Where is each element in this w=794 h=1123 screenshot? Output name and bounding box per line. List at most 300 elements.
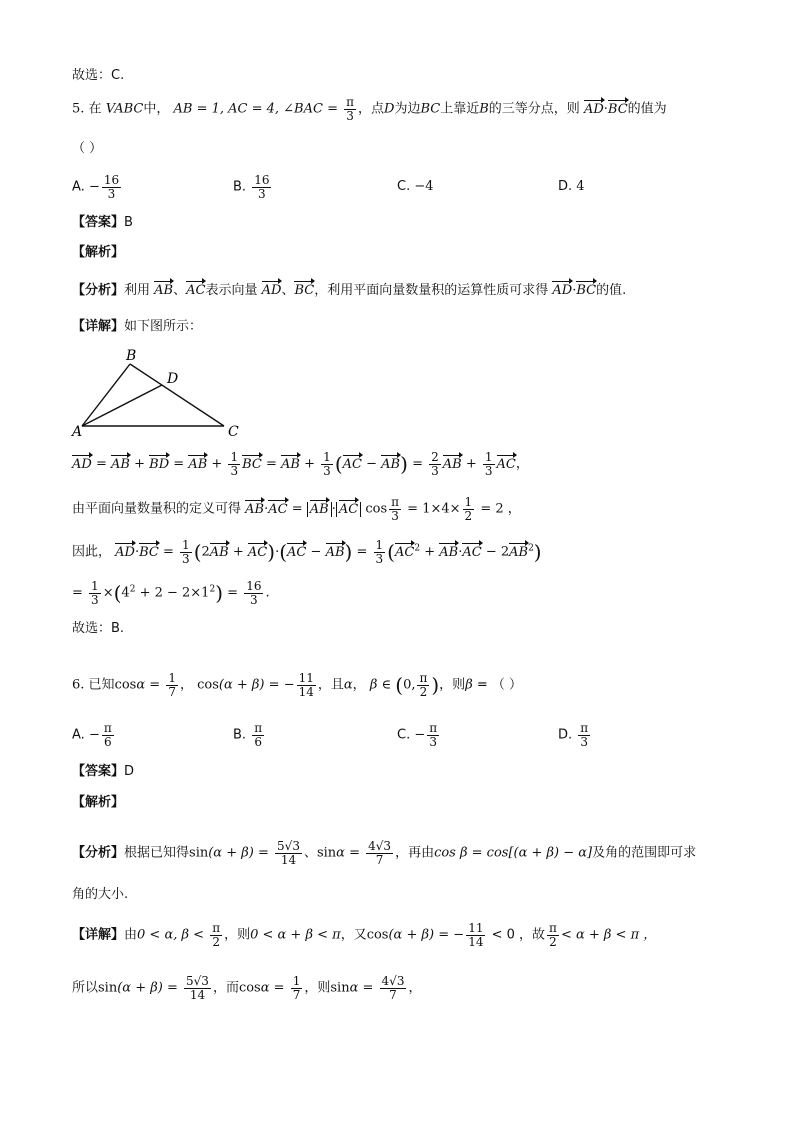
option-fraction (578, 722, 590, 748)
q5-point-b: B (479, 101, 489, 117)
frac-den: 3 (182, 551, 190, 566)
frac-den: 14 (280, 852, 297, 867)
frac-den: 2 (549, 934, 557, 949)
vector-ab: AB (381, 456, 401, 472)
sum-angle: (α + β) (208, 845, 254, 861)
analysis-sep: 、 (281, 283, 295, 298)
dot-operator: · (264, 501, 269, 517)
magnitude-ac (336, 502, 361, 517)
q5-pi-over-3 (344, 96, 356, 122)
vector-ab: AB (281, 456, 300, 472)
frac-den: 3 (391, 508, 399, 523)
fraction-16-3 (244, 580, 263, 606)
plus: + (424, 544, 436, 560)
frac-den: 3 (91, 592, 99, 607)
label-d: D (167, 371, 179, 387)
vector-ac: AC (342, 456, 362, 472)
q6-option-d (558, 722, 592, 748)
frac-num: 16 (246, 579, 262, 593)
analysis-text3: 及角的范围即可求 (592, 845, 697, 861)
analysis-text1: 利用 (124, 283, 151, 298)
analysis-text3: ，利用平面向量数量积的运算性质可求得 (314, 283, 549, 298)
equation-3 (72, 539, 542, 565)
q6-ask: = （ ） (476, 677, 523, 693)
q5-mid: 中， (143, 101, 170, 117)
frac-num: 4√3 (381, 974, 405, 988)
equals: = (257, 845, 269, 861)
fraction-one-third (89, 580, 101, 606)
equals: = (166, 980, 178, 996)
analysis-text1: 根据已知得 (124, 845, 190, 861)
vector-bc: BC (242, 456, 262, 472)
left-paren: ( (113, 581, 122, 606)
answer-tag: 【答案】 (72, 215, 125, 230)
analysis-tag: 【分析】 (72, 845, 125, 861)
plus: + (134, 456, 145, 472)
frac-num: π (549, 921, 557, 935)
fraction-4sqrt3-7 (380, 975, 407, 1001)
frac-den: 3 (230, 463, 239, 478)
fraction-one-third (228, 451, 240, 477)
edge-ab (82, 364, 130, 426)
q5-detail (72, 320, 202, 333)
frac-den: 6 (254, 734, 262, 749)
square: 2 (414, 543, 421, 554)
frac-num: 1 (484, 450, 493, 464)
sum-angle: (α + β) (388, 927, 435, 943)
d1-d: 0 < α + β < π (250, 927, 341, 943)
option-fraction (102, 722, 114, 748)
equals: = (362, 980, 374, 996)
vector-ac: AC (496, 456, 516, 472)
fraction-pi-half (417, 672, 429, 698)
left-paren: ( (193, 540, 202, 565)
cos-func: cos (238, 980, 261, 996)
fraction-half (463, 496, 475, 522)
equals: = (412, 456, 423, 472)
q6-option-a (72, 722, 116, 748)
frac-den: 3 (429, 734, 438, 749)
left-paren: ( (279, 540, 288, 565)
eq2-mult: = 1×4× (407, 501, 461, 517)
frac-den: 3 (107, 186, 116, 201)
vector-ad: AD (261, 283, 282, 298)
equals: = (173, 456, 185, 472)
frac-num: 16 (103, 173, 120, 187)
right-paren: ) (431, 673, 440, 698)
frac-num: π (429, 721, 438, 735)
vector-ab: AB (509, 544, 529, 560)
q6-answer (72, 765, 134, 778)
option-value: −4 (414, 179, 434, 194)
right-paren: ) (344, 540, 353, 565)
vector-ad: AD (72, 456, 92, 472)
q5-analysis (72, 284, 626, 297)
q6-options (72, 722, 722, 758)
q6-detail-1 (72, 922, 656, 948)
equals: = (227, 585, 239, 601)
frac-num: π (212, 921, 221, 935)
frac-den: 7 (389, 987, 397, 1002)
alpha: α (336, 845, 345, 861)
equals: = (273, 980, 285, 996)
dot-operator: · (275, 544, 280, 560)
minus-two: − 2 (485, 544, 510, 560)
frac-num: 11 (298, 671, 314, 685)
option-minus: − (414, 727, 426, 743)
option-minus: − (88, 727, 100, 743)
option-label: A. (72, 179, 85, 195)
vector-ab: AB (442, 456, 462, 472)
vector-bc: BC (607, 101, 628, 117)
dot-operator: · (458, 544, 463, 560)
frac-num: 11 (468, 921, 484, 935)
fraction-5sqrt3-14 (184, 975, 211, 1001)
analysis-tag: 【分析】 (72, 283, 125, 298)
q5-triangle: VABC (105, 101, 144, 117)
square: 2 (528, 543, 534, 554)
vector-bc: BC (139, 544, 159, 560)
vector-ad: AD (583, 101, 604, 117)
option-label: B. (233, 727, 247, 743)
beta: β (369, 677, 378, 693)
beta: β (465, 677, 473, 693)
q5-result: 故选：B. (72, 621, 125, 636)
d1-f: < 0 ，故 (491, 927, 546, 943)
q5-option-b (233, 174, 273, 200)
fraction-pi-half (210, 922, 222, 948)
frac-num: π (580, 721, 589, 735)
frac-num: π (254, 721, 263, 735)
frac-num: 16 (254, 173, 270, 187)
equals: = (356, 544, 368, 560)
fraction-4sqrt3-7 (366, 840, 393, 866)
vector-ac: AC (287, 544, 307, 560)
option-fraction (252, 722, 264, 748)
minus: − (310, 544, 322, 560)
q6-stem (72, 672, 522, 698)
frac-den: 3 (375, 551, 384, 566)
equals: = (268, 677, 280, 693)
analysis-text4: 的值. (596, 283, 627, 298)
segment-ad (82, 385, 162, 426)
vector-bc: BC (576, 283, 597, 298)
alpha: α (136, 677, 146, 693)
square: 2 (209, 584, 216, 595)
square: 2 (129, 584, 136, 595)
d2-a: 所以 (72, 980, 99, 996)
interval-zero: 0, (403, 677, 416, 693)
q5-option-c (397, 180, 434, 193)
option-fraction (252, 174, 271, 200)
d2-c: ，则 (304, 980, 331, 996)
q5-jiexi: 【解析】 (72, 245, 125, 260)
minus: − (366, 456, 378, 472)
q5-text5: 的三等分点，则 (488, 101, 580, 117)
frac-num: 5√3 (186, 974, 209, 988)
frac-den: 7 (168, 684, 176, 699)
sin-func: sin (316, 845, 337, 861)
fraction-two-thirds (429, 451, 441, 477)
q6-intro: 已知 (88, 677, 115, 693)
option-fraction (427, 722, 439, 748)
frac-den: 7 (375, 852, 384, 867)
vector-ac: AC (247, 544, 268, 560)
q6-number: 6. (72, 677, 85, 693)
period: . (265, 585, 270, 601)
frac-num: π (391, 495, 400, 509)
equals: = (163, 544, 174, 560)
vector-ac: AC (394, 544, 415, 560)
option-fraction (102, 174, 121, 200)
frac-num: π (419, 671, 428, 685)
analysis-text2: ，再由 (395, 845, 435, 861)
equals: = (95, 456, 107, 472)
frac-den: 3 (580, 734, 589, 749)
vector-ab: AB (439, 544, 459, 560)
fraction-one-seventh (291, 975, 303, 1001)
d1-a: 由 (124, 927, 138, 943)
d1-c: ，则 (224, 927, 251, 943)
element-of: ∈ (381, 677, 392, 693)
frac-den: 2 (464, 508, 473, 523)
q5-intro: 在 (88, 101, 102, 117)
q6-option-c (397, 722, 441, 748)
right-paren: ) (215, 581, 223, 606)
equation-4 (72, 580, 270, 606)
frac-num: π (103, 721, 112, 735)
label-b: B (126, 348, 137, 364)
inner-expr: + 2 − 2×1 (139, 585, 210, 601)
equation-1 (72, 451, 529, 477)
answer-value: B (124, 215, 133, 230)
fraction-11-14 (297, 672, 316, 698)
equals: = (149, 677, 161, 693)
dot-operator: · (134, 544, 140, 560)
sin-func: sin (189, 845, 209, 861)
equals: = (438, 927, 450, 943)
frac-den: 14 (298, 684, 314, 699)
cos-func: cos (114, 677, 137, 693)
detail-text: 如下图所示： (124, 319, 203, 334)
plus: + (211, 456, 223, 472)
frac-num: 1 (168, 671, 176, 685)
answer-tag: 【答案】 (72, 764, 125, 779)
frac-num: 1 (182, 538, 190, 552)
sin-func: sin (330, 980, 350, 996)
frac-num: 4√3 (368, 839, 392, 853)
magnitude-ab (307, 502, 332, 517)
analysis-sep: 、 (173, 283, 187, 298)
eq2-prefix: 由平面向量数量积的定义可得 (72, 501, 242, 517)
d1-g: < α + β < π ， (560, 927, 657, 943)
vector-bc: BC (294, 283, 315, 298)
frac-den: 3 (250, 592, 258, 607)
frac-den: 7 (292, 987, 301, 1002)
equals: = (72, 585, 83, 601)
detail-tag: 【详解】 (72, 927, 125, 943)
equals: = (291, 501, 303, 517)
q5-option-d (558, 180, 585, 193)
answer-value: D (124, 764, 135, 779)
dot-operator: · (603, 101, 608, 117)
previous-answer-line (72, 69, 124, 82)
q5-edge-bc: BC (420, 101, 441, 117)
alpha: α (260, 980, 270, 996)
frac-den: 2 (212, 934, 220, 949)
minus: − (283, 677, 295, 693)
comma: ， (179, 677, 193, 693)
cos-func: cos (366, 927, 389, 943)
frac-num: 1 (323, 450, 331, 464)
right-paren: ) (533, 540, 542, 565)
left-paren: ( (395, 673, 404, 698)
alpha: α (343, 677, 353, 693)
q6-analysis-cont: 角的大小. (72, 887, 129, 902)
option-label: C. (397, 727, 411, 743)
vector-ac: AC (186, 283, 206, 298)
vector-ab: AB (309, 501, 329, 517)
vector-ac: AC (462, 544, 482, 560)
q5-options (72, 170, 722, 206)
left-paren: ( (387, 540, 395, 565)
d1-e: ，又 (340, 927, 367, 943)
cos-beta-expression: cos β = cos[(α + β) − α] (434, 845, 593, 861)
fraction-11-14 (466, 922, 485, 948)
option-label: D. (558, 179, 573, 194)
option-minus: − (88, 179, 100, 195)
q5-text3: 为边 (394, 101, 421, 117)
label-c: C (228, 424, 239, 440)
q5-text6: 的值为 (627, 101, 667, 117)
q5-stem (72, 96, 667, 122)
vector-ad: AD (115, 544, 135, 560)
d1-b: 0 < α, β < (137, 927, 205, 943)
q6-analysis (72, 840, 696, 866)
d2-d: ， (408, 980, 422, 996)
comma: ， (352, 677, 366, 693)
frac-num: π (346, 95, 354, 109)
analysis-sep: 、 (303, 845, 317, 861)
fraction-one-seventh (166, 672, 178, 698)
q5-condition: AB = 1, AC = 4, ∠BAC = (173, 101, 338, 117)
frac-num: 5√3 (277, 839, 300, 853)
d2-b: ，而 (212, 980, 239, 996)
fraction-one-third (321, 451, 333, 477)
frac-num: 1 (230, 450, 239, 464)
left-paren: ( (334, 452, 343, 477)
vector-ab: AB (245, 501, 265, 517)
frac-den: 3 (431, 463, 439, 478)
frac-num: 1 (292, 974, 301, 988)
option-label: A. (72, 727, 85, 743)
sin-func: sin (98, 980, 118, 996)
frac-den: 6 (103, 734, 112, 749)
eq3-prefix: 因此， (72, 544, 112, 560)
frac-den: 3 (323, 463, 331, 478)
vector-ab: AB (188, 456, 208, 472)
vector-bd: BD (149, 456, 170, 472)
vector-ad: AD (552, 283, 573, 298)
sum-angle: (α + β) (218, 677, 265, 693)
q6-and: ，且 (317, 677, 344, 693)
q6-detail-2 (72, 975, 421, 1001)
four: 4 (121, 585, 130, 601)
vector-ab: AB (154, 283, 174, 298)
frac-den: 3 (346, 108, 354, 123)
vector-ab: AB (209, 544, 229, 560)
q5-text2: ，点 (358, 101, 385, 117)
frac-num: 1 (375, 538, 384, 552)
frac-den: 14 (468, 934, 484, 949)
frac-den: 3 (258, 186, 266, 201)
triangle-figure (68, 346, 258, 440)
sum-angle: (α + β) (117, 980, 163, 996)
right-paren: ) (267, 540, 276, 565)
option-value: 4 (576, 179, 585, 194)
frac-den: 3 (484, 463, 493, 478)
label-a: A (72, 424, 83, 440)
right-paren: ) (400, 452, 408, 477)
vector-ac: AC (268, 501, 288, 517)
fraction-pi-third (389, 496, 401, 522)
option-label: D. (558, 727, 573, 743)
frac-num: 1 (91, 579, 99, 593)
fraction-pi-half (547, 922, 559, 948)
q5-number: 5. (72, 101, 85, 117)
vector-ab: AB (111, 456, 130, 472)
eq2-result: = 2 ， (480, 501, 521, 517)
frac-den: 2 (419, 684, 428, 699)
minus: − (453, 927, 465, 943)
equals: = (265, 456, 277, 472)
fraction-one-third (483, 451, 495, 477)
frac-den: 14 (189, 987, 206, 1002)
q5-point-d: D (384, 101, 395, 117)
alpha: α (349, 980, 359, 996)
option-label: B. (233, 179, 247, 195)
q5-paren: （ ） (72, 141, 103, 156)
q6-jiexi: 【解析】 (72, 795, 125, 810)
q6-then: ，则 (439, 677, 466, 693)
analysis-text2: 表示向量 (205, 283, 258, 298)
q6-option-b (233, 722, 266, 748)
equals: = (349, 845, 360, 861)
q5-option-a (72, 174, 123, 200)
cos-func: cos (197, 677, 219, 693)
dot-operator: · (331, 501, 336, 517)
fraction-one-third (180, 539, 192, 565)
q5-answer (72, 216, 133, 229)
frac-num: 2 (431, 450, 439, 464)
frac-num: 1 (464, 495, 473, 509)
comma: ， (515, 456, 529, 472)
equation-2 (72, 496, 521, 522)
vector-ac: AC (338, 501, 359, 517)
plus: + (304, 456, 316, 472)
cos-func: cos (365, 501, 388, 517)
fraction-5sqrt3-14 (275, 840, 302, 866)
dot-operator: · (572, 283, 577, 298)
option-label: C. (397, 179, 411, 194)
previous-result: 故选：C. (72, 68, 125, 83)
times: × (102, 585, 114, 601)
plus: + (232, 544, 244, 560)
q5-text4: 上靠近 (440, 101, 480, 117)
vector-ab: AB (325, 544, 345, 560)
fraction-one-third (374, 539, 386, 565)
coef-two: 2 (201, 544, 210, 560)
